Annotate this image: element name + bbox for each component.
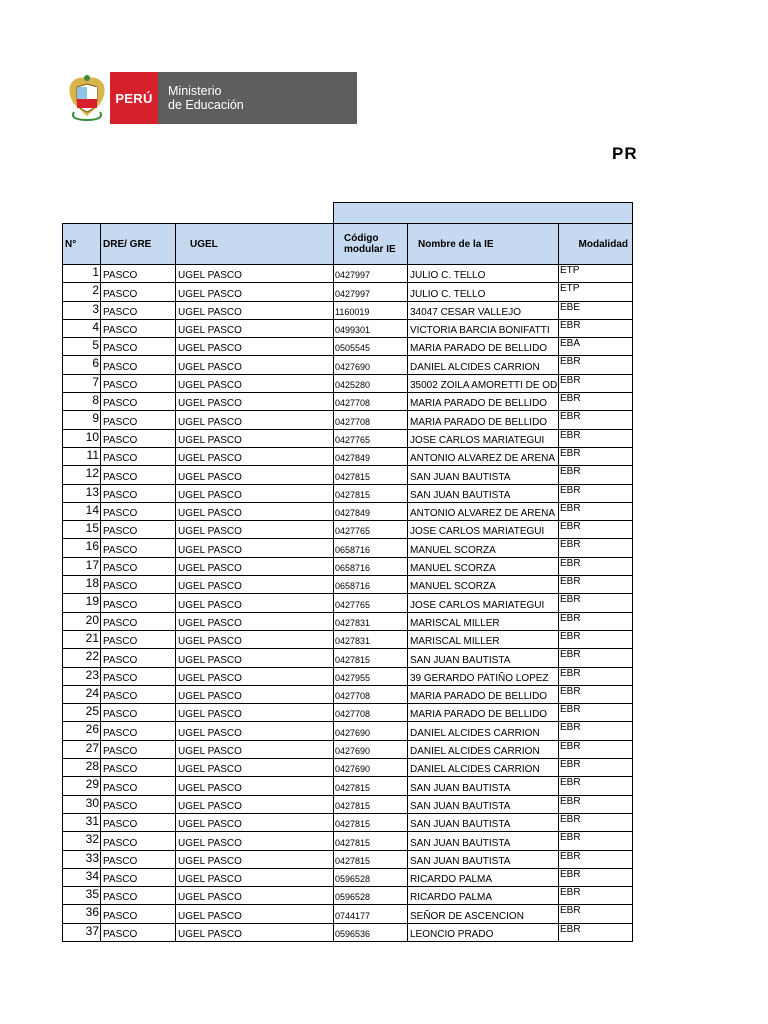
- row-number: 31: [63, 813, 101, 831]
- nombre-cell: MANUEL SCORZA: [408, 576, 559, 594]
- modalidad-cell: EBR: [559, 484, 633, 502]
- ugel-cell: UGEL PASCO: [176, 466, 334, 484]
- row-number: 18: [63, 576, 101, 594]
- dre-cell: PASCO: [101, 539, 176, 557]
- row-number: 3: [63, 301, 101, 319]
- table-row: [63, 301, 633, 319]
- table-row: [63, 740, 633, 758]
- modalidad-cell: EBE: [559, 301, 633, 319]
- table-row: [63, 576, 633, 594]
- nombre-cell: MARIA PARADO DE BELLIDO: [408, 338, 559, 356]
- nombre-cell: RICARDO PALMA: [408, 887, 559, 905]
- ugel-cell: UGEL PASCO: [176, 612, 334, 630]
- modalidad-cell: EBR: [559, 704, 633, 722]
- row-number: 14: [63, 502, 101, 520]
- row-number: 21: [63, 630, 101, 648]
- dre-cell: PASCO: [101, 557, 176, 575]
- nombre-cell: DANIEL ALCIDES CARRION: [408, 740, 559, 758]
- ugel-cell: UGEL PASCO: [176, 411, 334, 429]
- modalidad-cell: EBR: [559, 521, 633, 539]
- ugel-cell: UGEL PASCO: [176, 576, 334, 594]
- ugel-cell: UGEL PASCO: [176, 557, 334, 575]
- codigo-cell: 0658716: [334, 576, 408, 594]
- codigo-cell: 0427831: [334, 612, 408, 630]
- dre-cell: PASCO: [101, 466, 176, 484]
- modalidad-cell: EBR: [559, 612, 633, 630]
- ugel-cell: UGEL PASCO: [176, 759, 334, 777]
- nombre-cell: JOSE CARLOS MARIATEGUI: [408, 594, 559, 612]
- row-number: 4: [63, 319, 101, 337]
- nombre-cell: MARIA PARADO DE BELLIDO: [408, 685, 559, 703]
- nombre-cell: ANTONIO ALVAREZ DE ARENA: [408, 502, 559, 520]
- col-header-codigo: Código modular IE: [334, 224, 408, 265]
- row-number: 1: [63, 265, 101, 283]
- codigo-cell: 0427815: [334, 649, 408, 667]
- dre-cell: PASCO: [101, 502, 176, 520]
- modalidad-cell: EBR: [559, 685, 633, 703]
- table-row: [63, 411, 633, 429]
- ugel-cell: UGEL PASCO: [176, 319, 334, 337]
- nombre-cell: SAN JUAN BAUTISTA: [408, 832, 559, 850]
- codigo-cell: 0427815: [334, 795, 408, 813]
- table-row: [63, 466, 633, 484]
- codigo-cell: 1160019: [334, 301, 408, 319]
- header-band-row: [63, 203, 633, 224]
- row-number: 35: [63, 887, 101, 905]
- ugel-cell: UGEL PASCO: [176, 905, 334, 923]
- row-number: 16: [63, 539, 101, 557]
- table-row: [63, 393, 633, 411]
- nombre-cell: LEONCIO PRADO: [408, 923, 559, 941]
- codigo-cell: 0427849: [334, 447, 408, 465]
- table-row: [63, 356, 633, 374]
- table-row: [63, 685, 633, 703]
- table-row: [63, 813, 633, 831]
- nombre-cell: 34047 CESAR VALLEJO: [408, 301, 559, 319]
- row-number: 19: [63, 594, 101, 612]
- nombre-cell: RICARDO PALMA: [408, 868, 559, 886]
- modalidad-cell: EBR: [559, 649, 633, 667]
- ugel-cell: UGEL PASCO: [176, 795, 334, 813]
- ugel-cell: UGEL PASCO: [176, 265, 334, 283]
- dre-cell: PASCO: [101, 685, 176, 703]
- nombre-cell: 35002 ZOILA AMORETTI DE OD: [408, 374, 559, 392]
- ugel-cell: UGEL PASCO: [176, 484, 334, 502]
- codigo-cell: 0427997: [334, 265, 408, 283]
- row-number: 26: [63, 722, 101, 740]
- table-row: [63, 850, 633, 868]
- codigo-cell: 0744177: [334, 905, 408, 923]
- modalidad-cell: EBR: [559, 832, 633, 850]
- table-row: [63, 447, 633, 465]
- row-number: 24: [63, 685, 101, 703]
- row-number: 12: [63, 466, 101, 484]
- row-number: 34: [63, 868, 101, 886]
- codigo-cell: 0427815: [334, 850, 408, 868]
- ugel-cell: UGEL PASCO: [176, 813, 334, 831]
- ugel-cell: UGEL PASCO: [176, 923, 334, 941]
- dre-cell: PASCO: [101, 630, 176, 648]
- modalidad-cell: EBR: [559, 850, 633, 868]
- nombre-cell: DANIEL ALCIDES CARRION: [408, 759, 559, 777]
- codigo-cell: 0427831: [334, 630, 408, 648]
- modalidad-cell: EBR: [559, 777, 633, 795]
- dre-cell: PASCO: [101, 301, 176, 319]
- dre-cell: PASCO: [101, 356, 176, 374]
- ugel-cell: UGEL PASCO: [176, 393, 334, 411]
- modalidad-cell: EBR: [559, 466, 633, 484]
- modalidad-cell: EBR: [559, 411, 633, 429]
- codigo-cell: 0427815: [334, 484, 408, 502]
- nombre-cell: JOSE CARLOS MARIATEGUI: [408, 521, 559, 539]
- dre-cell: PASCO: [101, 411, 176, 429]
- table-row: [63, 795, 633, 813]
- table-row: [63, 429, 633, 447]
- modalidad-cell: EBR: [559, 795, 633, 813]
- nombre-cell: MARIA PARADO DE BELLIDO: [408, 704, 559, 722]
- dre-cell: PASCO: [101, 722, 176, 740]
- nombre-cell: JULIO C. TELLO: [408, 283, 559, 301]
- codigo-cell: 0427708: [334, 393, 408, 411]
- modalidad-cell: EBR: [559, 539, 633, 557]
- row-number: 5: [63, 338, 101, 356]
- dre-cell: PASCO: [101, 283, 176, 301]
- modalidad-cell: EBR: [559, 576, 633, 594]
- modalidad-cell: EBR: [559, 502, 633, 520]
- codigo-cell: 0427815: [334, 777, 408, 795]
- dre-cell: PASCO: [101, 393, 176, 411]
- ugel-cell: UGEL PASCO: [176, 338, 334, 356]
- ugel-cell: UGEL PASCO: [176, 667, 334, 685]
- dre-cell: PASCO: [101, 905, 176, 923]
- dre-cell: PASCO: [101, 795, 176, 813]
- codigo-cell: 0596528: [334, 868, 408, 886]
- row-number: 37: [63, 923, 101, 941]
- ministry-line-1: Ministerio: [168, 84, 222, 98]
- table-row: [63, 923, 633, 941]
- modalidad-cell: EBR: [559, 356, 633, 374]
- modalidad-cell: ETP: [559, 265, 633, 283]
- row-number: 10: [63, 429, 101, 447]
- ugel-cell: UGEL PASCO: [176, 502, 334, 520]
- col-header-modalidad: Modalidad: [559, 224, 633, 265]
- codigo-cell: 0427690: [334, 722, 408, 740]
- codigo-cell: 0596528: [334, 887, 408, 905]
- dre-cell: PASCO: [101, 868, 176, 886]
- dre-cell: PASCO: [101, 594, 176, 612]
- codigo-cell: 0427690: [334, 356, 408, 374]
- dre-cell: PASCO: [101, 521, 176, 539]
- ugel-cell: UGEL PASCO: [176, 594, 334, 612]
- peru-brand: PERÚ: [110, 72, 158, 124]
- codigo-cell: 0505545: [334, 338, 408, 356]
- dre-cell: PASCO: [101, 777, 176, 795]
- row-number: 25: [63, 704, 101, 722]
- ugel-cell: UGEL PASCO: [176, 722, 334, 740]
- nombre-cell: MARISCAL MILLER: [408, 630, 559, 648]
- modalidad-cell: EBR: [559, 594, 633, 612]
- nombre-cell: SAN JUAN BAUTISTA: [408, 777, 559, 795]
- modalidad-cell: EBR: [559, 429, 633, 447]
- codigo-cell: 0427815: [334, 466, 408, 484]
- codigo-cell: 0427708: [334, 704, 408, 722]
- ugel-cell: UGEL PASCO: [176, 539, 334, 557]
- codigo-cell: 0427765: [334, 429, 408, 447]
- table-row: [63, 612, 633, 630]
- modalidad-cell: EBR: [559, 447, 633, 465]
- minedu-logo: [64, 72, 357, 124]
- modalidad-cell: EBR: [559, 813, 633, 831]
- nombre-cell: MANUEL SCORZA: [408, 557, 559, 575]
- modalidad-cell: EBR: [559, 319, 633, 337]
- table-row: [63, 502, 633, 520]
- table-row: [63, 905, 633, 923]
- dre-cell: PASCO: [101, 265, 176, 283]
- row-number: 27: [63, 740, 101, 758]
- modalidad-cell: EBR: [559, 905, 633, 923]
- codigo-cell: 0596536: [334, 923, 408, 941]
- nombre-cell: MANUEL SCORZA: [408, 539, 559, 557]
- ugel-cell: UGEL PASCO: [176, 356, 334, 374]
- table-row: [63, 759, 633, 777]
- row-number: 33: [63, 850, 101, 868]
- codigo-cell: 0427997: [334, 283, 408, 301]
- ministry-name: [158, 72, 357, 124]
- codigo-cell: 0427849: [334, 502, 408, 520]
- codigo-cell: 0427690: [334, 740, 408, 758]
- dre-cell: PASCO: [101, 429, 176, 447]
- col-header-dre: DRE/ GRE: [101, 224, 176, 265]
- nombre-cell: ANTONIO ALVAREZ DE ARENA: [408, 447, 559, 465]
- nombre-cell: MARIA PARADO DE BELLIDO: [408, 411, 559, 429]
- dre-cell: PASCO: [101, 374, 176, 392]
- nombre-cell: SAN JUAN BAUTISTA: [408, 850, 559, 868]
- table-row: [63, 704, 633, 722]
- table-row: [63, 338, 633, 356]
- col-header-nombre: Nombre de la IE: [408, 224, 559, 265]
- codigo-cell: 0658716: [334, 557, 408, 575]
- nombre-cell: SAN JUAN BAUTISTA: [408, 795, 559, 813]
- modalidad-cell: EBR: [559, 740, 633, 758]
- row-number: 36: [63, 905, 101, 923]
- ministry-line-2: de Educación: [168, 98, 244, 112]
- dre-cell: PASCO: [101, 319, 176, 337]
- table-row: [63, 667, 633, 685]
- dre-cell: PASCO: [101, 923, 176, 941]
- row-number: 6: [63, 356, 101, 374]
- nombre-cell: SAN JUAN BAUTISTA: [408, 484, 559, 502]
- nombre-cell: JOSE CARLOS MARIATEGUI: [408, 429, 559, 447]
- nombre-cell: MARISCAL MILLER: [408, 612, 559, 630]
- nombre-cell: 39 GERARDO PATIÑO LOPEZ: [408, 667, 559, 685]
- dre-cell: PASCO: [101, 740, 176, 758]
- row-number: 29: [63, 777, 101, 795]
- table-row: [63, 319, 633, 337]
- row-number: 30: [63, 795, 101, 813]
- row-number: 7: [63, 374, 101, 392]
- ugel-cell: UGEL PASCO: [176, 868, 334, 886]
- ugel-cell: UGEL PASCO: [176, 887, 334, 905]
- row-number: 28: [63, 759, 101, 777]
- ugel-cell: UGEL PASCO: [176, 777, 334, 795]
- coat-of-arms-icon: [64, 72, 110, 124]
- ugel-cell: UGEL PASCO: [176, 301, 334, 319]
- row-number: 15: [63, 521, 101, 539]
- page-title: PR: [612, 144, 638, 163]
- row-number: 22: [63, 649, 101, 667]
- ugel-cell: UGEL PASCO: [176, 850, 334, 868]
- ugel-cell: UGEL PASCO: [176, 832, 334, 850]
- dre-cell: PASCO: [101, 832, 176, 850]
- codigo-cell: 0427765: [334, 594, 408, 612]
- table-row: [63, 887, 633, 905]
- ugel-cell: UGEL PASCO: [176, 283, 334, 301]
- dre-cell: PASCO: [101, 612, 176, 630]
- ugel-cell: UGEL PASCO: [176, 630, 334, 648]
- modalidad-cell: EBR: [559, 887, 633, 905]
- dre-cell: PASCO: [101, 850, 176, 868]
- modalidad-cell: EBR: [559, 557, 633, 575]
- ugel-cell: UGEL PASCO: [176, 374, 334, 392]
- table-row: [63, 283, 633, 301]
- modalidad-cell: EBR: [559, 868, 633, 886]
- table-row: [63, 722, 633, 740]
- dre-cell: PASCO: [101, 704, 176, 722]
- table-row: [63, 868, 633, 886]
- table-row: [63, 557, 633, 575]
- nombre-cell: DANIEL ALCIDES CARRION: [408, 722, 559, 740]
- col-header-num: N°: [63, 224, 101, 265]
- nombre-cell: SEÑOR DE ASCENCION: [408, 905, 559, 923]
- codigo-cell: 0427708: [334, 685, 408, 703]
- table-row: [63, 832, 633, 850]
- table-row: [63, 265, 633, 283]
- ugel-cell: UGEL PASCO: [176, 429, 334, 447]
- ugel-cell: UGEL PASCO: [176, 685, 334, 703]
- dre-cell: PASCO: [101, 887, 176, 905]
- nombre-cell: VICTORIA BARCIA BONIFATTI: [408, 319, 559, 337]
- codigo-cell: 0425280: [334, 374, 408, 392]
- table-row: [63, 630, 633, 648]
- codigo-cell: 0658716: [334, 539, 408, 557]
- dre-cell: PASCO: [101, 667, 176, 685]
- header-band: [334, 203, 633, 224]
- dre-cell: PASCO: [101, 338, 176, 356]
- nombre-cell: JULIO C. TELLO: [408, 265, 559, 283]
- row-number: 11: [63, 447, 101, 465]
- table-row: [63, 594, 633, 612]
- nombre-cell: MARIA PARADO DE BELLIDO: [408, 393, 559, 411]
- table-body: [63, 265, 633, 942]
- nombre-cell: SAN JUAN BAUTISTA: [408, 649, 559, 667]
- codigo-cell: 0427955: [334, 667, 408, 685]
- codigo-cell: 0427708: [334, 411, 408, 429]
- modalidad-cell: EBA: [559, 338, 633, 356]
- modalidad-cell: EBR: [559, 667, 633, 685]
- codigo-cell: 0427815: [334, 832, 408, 850]
- table-row: [63, 539, 633, 557]
- table-row: [63, 521, 633, 539]
- row-number: 9: [63, 411, 101, 429]
- nombre-cell: SAN JUAN BAUTISTA: [408, 813, 559, 831]
- table-row: [63, 484, 633, 502]
- codigo-cell: 0427815: [334, 813, 408, 831]
- column-header-row: [63, 224, 633, 265]
- row-number: 23: [63, 667, 101, 685]
- dre-cell: PASCO: [101, 576, 176, 594]
- nombre-cell: SAN JUAN BAUTISTA: [408, 466, 559, 484]
- dre-cell: PASCO: [101, 447, 176, 465]
- col-header-ugel: UGEL: [176, 224, 334, 265]
- codigo-cell: 0427690: [334, 759, 408, 777]
- modalidad-cell: EBR: [559, 374, 633, 392]
- dre-cell: PASCO: [101, 484, 176, 502]
- nombre-cell: DANIEL ALCIDES CARRION: [408, 356, 559, 374]
- schools-table: [62, 202, 633, 942]
- table-row: [63, 649, 633, 667]
- codigo-cell: 0427765: [334, 521, 408, 539]
- ugel-cell: UGEL PASCO: [176, 649, 334, 667]
- row-number: 8: [63, 393, 101, 411]
- table-row: [63, 777, 633, 795]
- modalidad-cell: ETP: [559, 283, 633, 301]
- row-number: 17: [63, 557, 101, 575]
- codigo-cell: 0499301: [334, 319, 408, 337]
- ugel-cell: UGEL PASCO: [176, 447, 334, 465]
- ugel-cell: UGEL PASCO: [176, 704, 334, 722]
- row-number: 2: [63, 283, 101, 301]
- table-row: [63, 374, 633, 392]
- modalidad-cell: EBR: [559, 923, 633, 941]
- modalidad-cell: EBR: [559, 630, 633, 648]
- modalidad-cell: EBR: [559, 393, 633, 411]
- modalidad-cell: EBR: [559, 722, 633, 740]
- modalidad-cell: EBR: [559, 759, 633, 777]
- row-number: 13: [63, 484, 101, 502]
- dre-cell: PASCO: [101, 759, 176, 777]
- dre-cell: PASCO: [101, 813, 176, 831]
- row-number: 20: [63, 612, 101, 630]
- ugel-cell: UGEL PASCO: [176, 740, 334, 758]
- row-number: 32: [63, 832, 101, 850]
- dre-cell: PASCO: [101, 649, 176, 667]
- ugel-cell: UGEL PASCO: [176, 521, 334, 539]
